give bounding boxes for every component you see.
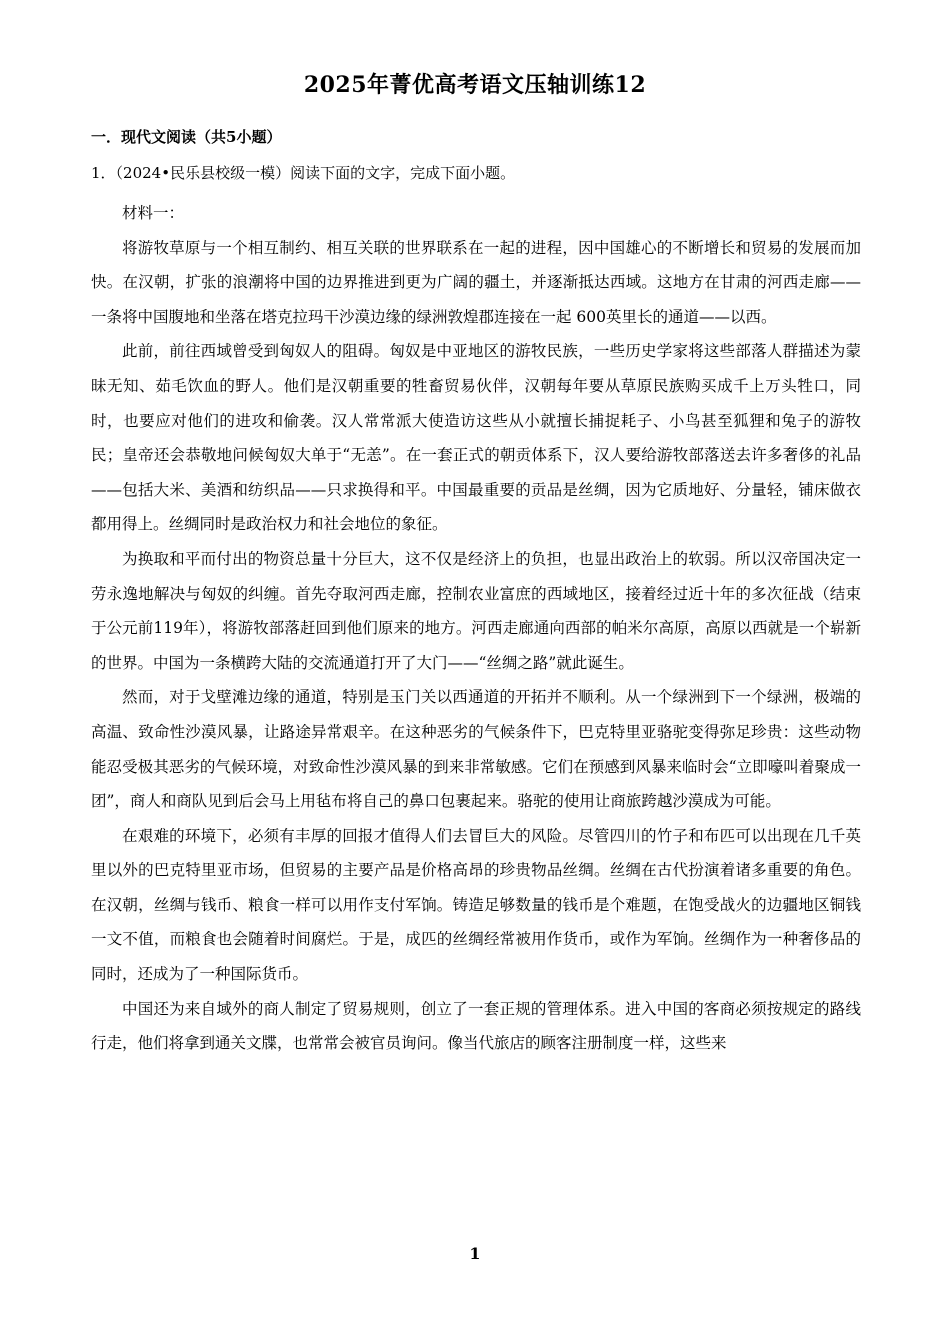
- paragraph: 然而，对于戈壁滩边缘的通道，特别是玉门关以西通道的开拓并不顺利。从一个绿洲到下一个绿洲，极端的高温、致命性沙漠风暴，让路途异常艰辛。在这种恶劣的气候条件下，巴克特里亚骆驼变得弥足珍贵：这些动物能忍受极其恶劣的气候环境，对致命性沙漠风暴的到来非常敏感。它们在预感到风暴来临时会“立即嚎叫着聚成一团”，商人和商队见到后会马上用毡布将自己的鼻口包裹起来。骆驼的使用让商旅跨越沙漠成为可能。: [91, 688, 861, 811]
- question-intro: 1．（2024•民乐县校级一模）阅读下面的文字，完成下面小题。: [91, 164, 516, 182]
- section-heading: 一．现代文阅读（共5小题）: [91, 128, 282, 146]
- paragraph: 在艰难的环境下，必须有丰厚的回报才值得人们去冒巨大的风险。尽管四川的竹子和布匹可以出现在几千英里以外的巴克特里亚市场，但贸易的主要产品是价格高昂的珍贵物品丝绸。丝绸在古代扮演着诸多重要的角色。在汉朝，丝绸与钱币、粮食一样可以用作支付军饷。铸造足够数量的钱币是个难题，在饱受战火的边疆地区铜钱一文不值，而粮食也会随着时间腐烂。于是，成匹的丝绸经常被用作货币，或作为军饷。丝绸作为一种奢侈品的同时，还成为了一种国际货币。: [91, 826, 861, 984]
- page-number: 1: [469, 1244, 481, 1263]
- material-label: 材料一：: [122, 204, 185, 222]
- paragraph: 此前，前往西域曾受到匈奴人的阻碍。匈奴是中亚地区的游牧民族，一些历史学家将这些部落人群描述为蒙昧无知、茹毛饮血的野人。他们是汉朝重要的牲畜贸易伙伴，汉朝每年要从草原民族购买成千上万头牲口，同时，也要应对他们的进攻和偷袭。汉人常常派大使造访这些从小就擅长捕捉耗子、小鸟甚至狐狸和兔子的游牧民；皇帝还会恭敬地问候匈奴大单于“无恙”。在一套正式的朝贡体系下，汉人要给游牧部落送去许多奢侈的礼品——包括大米、美酒和纺织品——只求换得和平。中国最重要的贡品是丝绸，因为它质地好、分量轻，铺床做衣都用得上。丝绸同时是政治权力和社会地位的象征。: [91, 342, 861, 534]
- page-title: 2025年菁优高考语文压轴训练12: [303, 72, 647, 98]
- paragraph: 为换取和平而付出的物资总量十分巨大，这不仅是经济上的负担，也显出政治上的软弱。所以汉帝国决定一劳永逸地解决与匈奴的纠缠。首先夺取河西走廊，控制农业富庶的西域地区，接着经过近十年的多次征战（结束于公元前119年），将游牧部落赶回到他们原来的地方。河西走廊通向西部的帕米尔高原，高原以西就是一个崭新的世界。中国为一条横跨大陆的交流通道打开了大门——“丝绸之路”就此诞生。: [91, 549, 861, 672]
- article-body: [91, 196, 861, 1061]
- paragraph: 中国还为来自域外的商人制定了贸易规则，创立了一套正规的管理体系。进入中国的客商必须按规定的路线行走，他们将拿到通关文牒，也常常会被官员询问。像当代旅店的顾客注册制度一样，这些来: [91, 999, 861, 1053]
- paragraph: 将游牧草原与一个相互制约、相互关联的世界联系在一起的进程，因中国雄心的不断增长和贸易的发展而加快。在汉朝，扩张的浪潮将中国的边界推进到更为广阔的疆土，并逐渐抵达西域。这地方在甘肃的河西走廊——一条将中国腹地和坐落在塔克拉玛干沙漠边缘的绿洲敦煌郡连接在一起 600英里长的通道——以西。: [91, 238, 861, 326]
